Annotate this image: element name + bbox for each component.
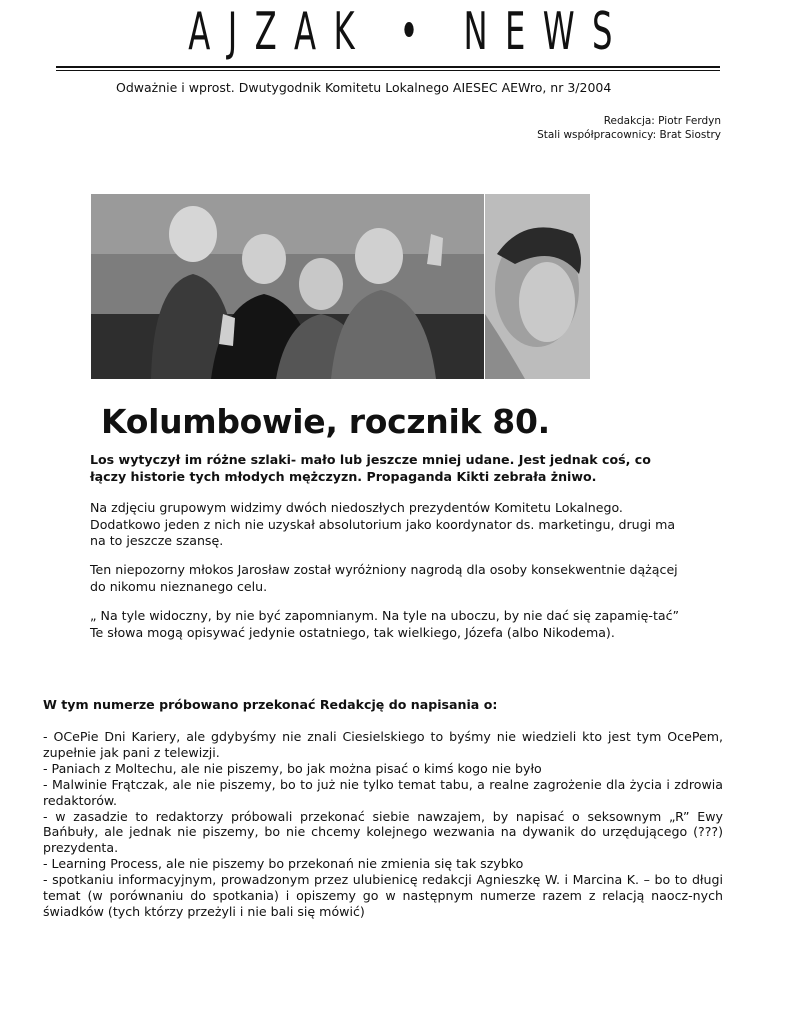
topics-list — [43, 729, 723, 920]
article-paragraph-2: Ten niepozorny młokos Jarosław został wyróżniony nagrodą dla osoby konsekwentnie dążącej do nikomu nieznanego celu. — [90, 562, 678, 594]
credits — [537, 114, 721, 142]
group-photo-illustration — [91, 194, 484, 379]
masthead-title: AJZAK • NEWS — [188, 2, 631, 62]
masthead — [0, 4, 791, 60]
group-photo — [91, 194, 484, 379]
article-paragraph-3: „ Na tyle widoczny, by nie być zapomnianym. Na tyle na uboczu, by nie dać się zapamię-tać” Te słowa mogą opisywać jedynie ostatniego, tak wielkiego, Józefa (albo Nikodema). — [90, 608, 680, 640]
list-item: - Paniach z Moltechu, ale nie piszemy, bo jak można pisać o kimś kogo nie było — [43, 760, 542, 776]
masthead-rule-thick — [56, 66, 720, 68]
article-paragraph-1: Na zdjęciu grupowym widzimy dwóch niedoszłych prezydentów Komitetu Lokalnego. Dodatkowo jeden z nich nie uzyskał absolutorium jako koordynator ds. marketingu, drugi ma na to jeszcze szansę. — [90, 500, 676, 548]
credits-contributors: Stali współpracownicy: Brat Siostry — [537, 129, 721, 141]
article-lede: Los wytyczył im różne szlaki- mało lub jeszcze mniej udane. Jest jednak coś, co łączy historie tych młodych mężczyzn. Propaganda Kikti zebrała żniwo. — [90, 452, 651, 484]
portrait-photo — [485, 194, 590, 379]
article-headline: Kolumbowie, rocznik 80. — [101, 402, 550, 441]
credits-editor: Redakcja: Piotr Ferdyn — [603, 115, 721, 127]
list-item: - OCePie Dni Kariery, ale gdybyśmy nie znali Ciesielskiego to byśmy nie wiedzieli kto jest tym OcePem, zupełnie jak pani z telewizji. — [43, 729, 723, 760]
portrait-photo-illustration — [485, 194, 590, 379]
list-item: - Learning Process, ale nie piszemy bo przekonań nie zmienia się tak szybko — [43, 856, 524, 872]
list-item: - Malwinie Frątczak, ale nie piszemy, bo to już nie tylko temat tabu, a realne zagrożenie dla życia i zdrowia redaktorów. — [43, 776, 723, 808]
masthead-rule-thin — [56, 70, 720, 71]
section-heading: W tym numerze próbowano przekonać Redakcję do napisania o: — [43, 697, 498, 712]
list-item: - w zasadzie to redaktorzy próbowali przekonać siebie nawzajem, by napisać o seksownym „R” Ewy Bańbuły, ale jednak nie piszemy, bo nie chcemy kolejnego wezwania na dywanik do urzędującego (???) prezydenta. — [43, 808, 723, 856]
list-item: - spotkaniu informacyjnym, prowadzonym przez ulubienicę redakcji Agnieszkę W. i Marcina K. – bo to długi temat (w porównaniu do spotkania) i opiszemy go w następnym numerze razem z relacją naocz-nych świadków (tych którzy przeżyli i nie bali się mówić) — [43, 872, 723, 919]
tagline: Odważnie i wprost. Dwutygodnik Komitetu Lokalnego AIESEC AEWro, nr 3/2004 — [116, 80, 612, 95]
